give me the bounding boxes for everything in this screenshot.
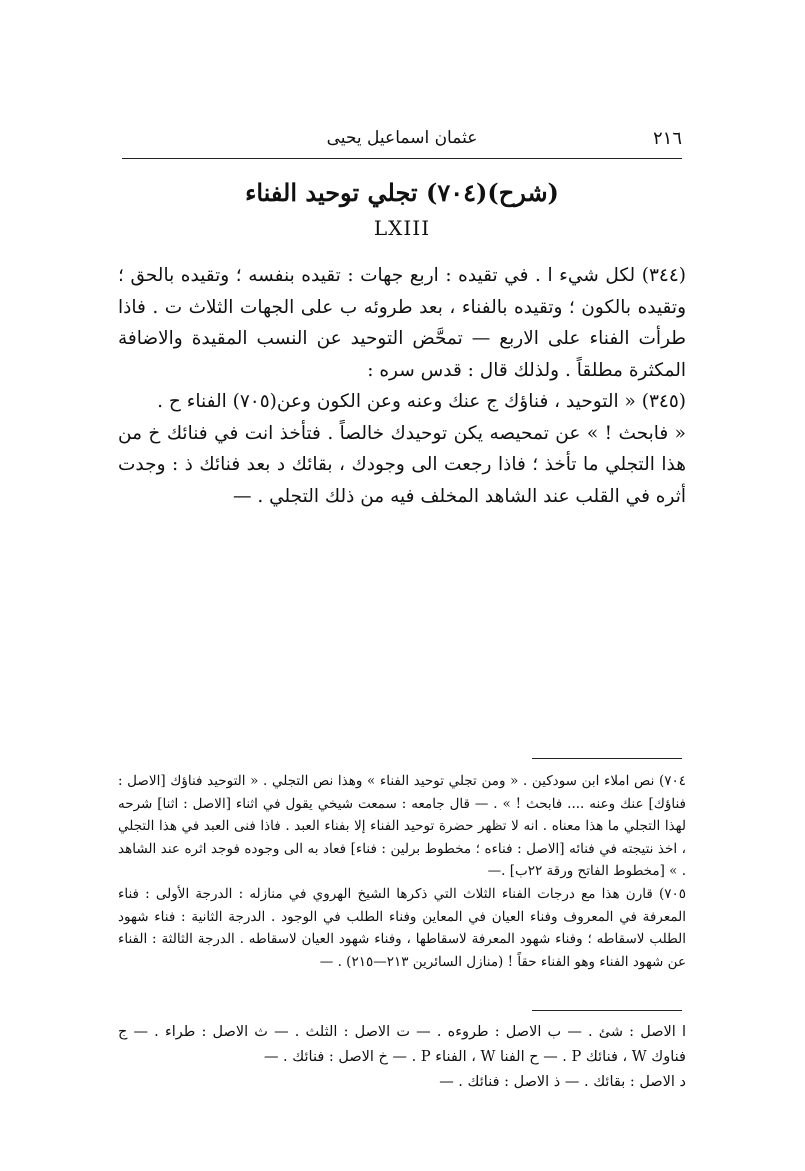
variant-line: ا الاصل : شئ . — ب الاصل : طروءه . — ت الاصل : الثلث . — ث الاصل : طراء . — ج فناوك W ، فنائك P . — ح الفنا W ، الفناء P . — خ الاصل : فنائك . — [118,1024,686,1065]
running-head: عثمان اسماعيل يحيى [326,128,478,148]
paragraph: (٣٤٥) « التوحيد ، فناؤك ج عنك وعنه وعن الكون وعن(٧٠٥) الفناء ح . [157,391,686,412]
page-number: ٢١٦ [652,128,682,149]
footnote: ٧٠٤) نص املاء ابن سودكين . « ومن تجلي توحيد الفناء » وهذا نص التجلي . « التوحيد فناؤك [الاصل : فناؤك] عنك وعنه .... فابحث ! » . — قال جامعه : سمعت شيخي يقول في اثناء [الاصل : اثنا] شرحه لهذا التجلي ما هذا معناه . انه لا تظهر حضرة توحيد الفناء إلا بفناء العبد . فاذا فنى العبد في هذا التجلي ، اخذ نتيجته في فنائه [الاصل : فناءه ؛ مخطوط برلين : فناء] فعاد به الى وجوده فوجد اثره عند الشاهد . » [مخطوط الفاتح ورقة ٢٢ب] .— [118,773,686,880]
variant-line: د الاصل : بقائك . — ذ الاصل : فنائك . — [439,1074,686,1090]
footnote: ٧٠٥) قارن هذا مع درجات الفناء الثلاث التي ذكرها الشيخ الهروي في منازله : الدرجة الأولى : فناء المعرفة في المعروف وفناء العيان في المعاين وفناء الطلب في الوجود . الدرجة الثانية : فناء شهود الطلب لاسقاطه ؛ وفناء شهود المعرفة لاسقاطها ، وفناء شهود العيان لاسقاطه . الدرجة الثالثة : الفناء عن شهود الفناء وهو الفناء حقاً ! (منازل السائرين ٢١٣—٢١٥) . — [118,885,686,970]
paragraph: « فابحث ! » عن تمحيصه يكن توحيدك خالصاً . فتأخذ انت في فنائك خ من هذا التجلي ما تأخذ ؛ فاذا رجعت الى وجودك ، بقائك د بعد فنائك ذ : وجدت أثره في القلب عند الشاهد المخلف فيه من ذلك التجلي . — [118,422,686,507]
section-roman-numeral: LXIII [373,216,431,240]
variants-divider [532,1010,682,1011]
page-header [122,122,682,159]
main-text [118,260,686,512]
paragraph: (٣٤٤) لكل شيء ا . في تقيده : اربع جهات : تقيده بنفسه ؛ وتقيده بالحق ؛ وتقيده بالكون ؛ وتقيده بالفناء ، بعد طروئه ب على الجهات الثلاث ت . فاذا طرأت الفناء على الاربع — تمحَّض التوحيد عن النسب المقيدة والاضافة المكثرة مطلقاً . ولذلك قال : قدس سره : [118,265,686,381]
footnote-divider [532,758,682,759]
textual-variants [118,1020,686,1095]
footnotes [118,770,686,973]
section-title: (شرح)(٧٠٤) تجلي توحيد الفناء [245,178,559,207]
